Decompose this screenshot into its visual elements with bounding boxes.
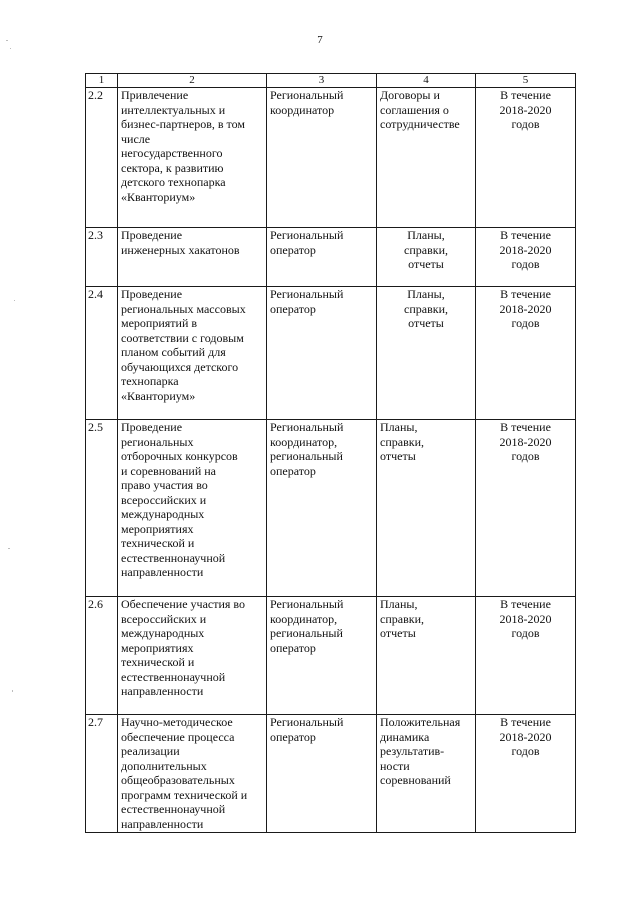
term-text: В течение 2018-2020 годов bbox=[499, 88, 552, 131]
term-cell bbox=[476, 715, 576, 833]
table-row bbox=[86, 228, 576, 287]
result-cell bbox=[377, 420, 476, 597]
row-number: 2.4 bbox=[86, 287, 118, 420]
responsible-text: Региональный оператор bbox=[270, 228, 344, 257]
table-row bbox=[86, 88, 576, 228]
table-row bbox=[86, 715, 576, 833]
term-cell bbox=[476, 420, 576, 597]
term-text: В течение 2018-2020 годов bbox=[499, 287, 552, 330]
activity-text: Научно-методическое обеспечение процесса реализации дополнительных общеобразовательных программ технической и естественнонаучной направленности bbox=[121, 715, 248, 831]
table-row bbox=[86, 287, 576, 420]
activity-text: Проведение региональных массовых мероприятий в соответствии с годовым планом событий для обучающихся детского технопарка «Кванториум» bbox=[121, 287, 246, 403]
responsible-text: Региональный координатор bbox=[270, 88, 344, 117]
term-text: В течение 2018-2020 годов bbox=[499, 228, 552, 271]
row-number: 2.7 bbox=[86, 715, 118, 833]
activity-text: Обеспечение участия во всероссийских и международных мероприятиях технической и естественнонаучной направленности bbox=[121, 597, 246, 698]
scan-artifact bbox=[10, 48, 11, 49]
scan-artifact bbox=[14, 300, 15, 301]
activities-table bbox=[85, 73, 576, 833]
responsible-text: Региональный координатор, региональный оператор bbox=[270, 597, 344, 655]
table-row bbox=[86, 597, 576, 715]
result-text: Положительная динамика результатив- ности соревнований bbox=[380, 715, 461, 787]
responsible-cell bbox=[267, 88, 377, 228]
header-cell-2: 2 bbox=[118, 74, 267, 88]
header-row bbox=[86, 74, 576, 88]
row-number: 2.5 bbox=[86, 420, 118, 597]
responsible-text: Региональный оператор bbox=[270, 715, 344, 744]
page-number: 7 bbox=[317, 34, 323, 46]
result-cell bbox=[377, 287, 476, 420]
result-text: Планы, справки, отчеты bbox=[380, 597, 424, 640]
responsible-text: Региональный оператор bbox=[270, 287, 344, 316]
row-number: 2.3 bbox=[86, 228, 118, 287]
activity-text: Проведение инженерных хакатонов bbox=[121, 228, 240, 257]
responsible-text: Региональный координатор, региональный оператор bbox=[270, 420, 344, 478]
term-text: В течение 2018-2020 годов bbox=[499, 597, 552, 640]
activity-cell bbox=[118, 88, 267, 228]
scan-artifact bbox=[8, 548, 10, 549]
term-cell bbox=[476, 597, 576, 715]
activity-cell bbox=[118, 597, 267, 715]
activity-cell bbox=[118, 228, 267, 287]
result-cell bbox=[377, 88, 476, 228]
result-text: Планы, справки, отчеты bbox=[404, 228, 448, 271]
responsible-cell bbox=[267, 228, 377, 287]
header-cell-4: 4 bbox=[377, 74, 476, 88]
responsible-cell bbox=[267, 420, 377, 597]
row-number: 2.2 bbox=[86, 88, 118, 228]
responsible-cell bbox=[267, 597, 377, 715]
header-cell-3: 3 bbox=[267, 74, 377, 88]
term-cell bbox=[476, 287, 576, 420]
activity-cell bbox=[118, 287, 267, 420]
row-number: 2.6 bbox=[86, 597, 118, 715]
responsible-cell bbox=[267, 715, 377, 833]
table-row bbox=[86, 420, 576, 597]
result-text: Планы, справки, отчеты bbox=[380, 420, 424, 463]
term-text: В течение 2018-2020 годов bbox=[499, 715, 552, 758]
activity-text: Проведение региональных отборочных конкурсов и соревнований на право участия во всероссийских и международных мероприятиях технической и естественнонаучной направленности bbox=[121, 420, 238, 579]
result-cell bbox=[377, 597, 476, 715]
term-cell bbox=[476, 228, 576, 287]
scan-artifact bbox=[12, 690, 13, 692]
header-cell-1: 1 bbox=[86, 74, 118, 88]
activity-text: Привлечение интеллектуальных и бизнес-партнеров, в том числе негосударственного сектора, к развитию детского технопарка «Кванториум» bbox=[121, 88, 246, 204]
header-cell-5: 5 bbox=[476, 74, 576, 88]
result-text: Планы, справки, отчеты bbox=[404, 287, 448, 330]
term-text: В течение 2018-2020 годов bbox=[499, 420, 552, 463]
activity-cell bbox=[118, 420, 267, 597]
result-cell bbox=[377, 715, 476, 833]
activity-cell bbox=[118, 715, 267, 833]
result-text: Договоры и соглашения о сотрудничестве bbox=[380, 88, 460, 131]
result-cell bbox=[377, 228, 476, 287]
responsible-cell bbox=[267, 287, 377, 420]
term-cell bbox=[476, 88, 576, 228]
